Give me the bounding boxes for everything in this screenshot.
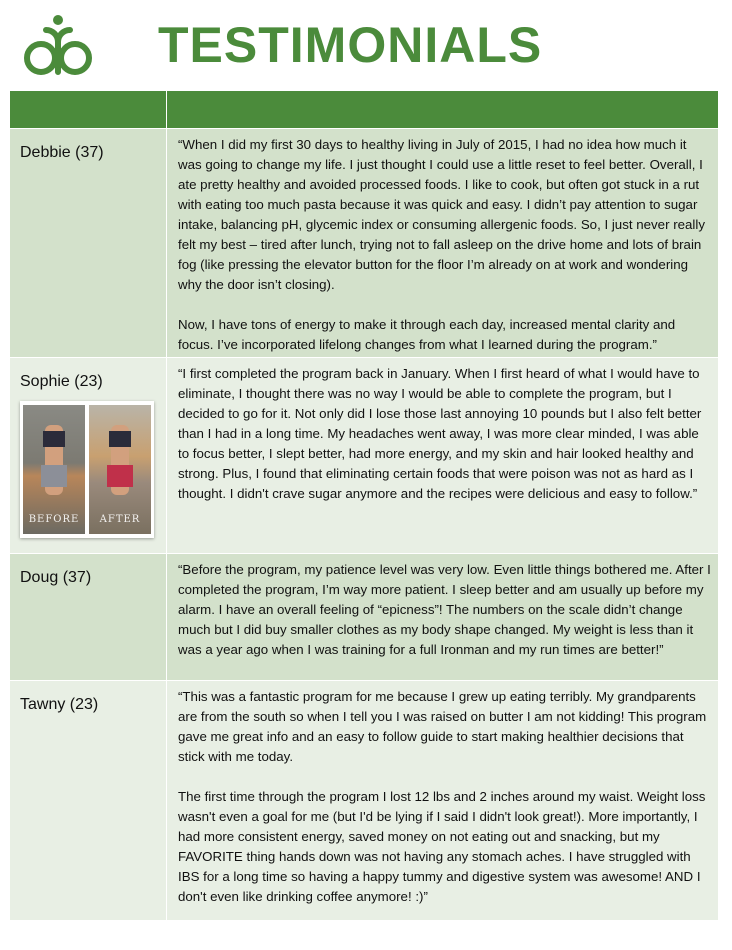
table-row — [10, 358, 719, 554]
testimonial-quote — [167, 129, 719, 358]
before-photo — [23, 405, 85, 534]
quote-paragraph: “This was a fantastic program for me because I grew up eating terribly. My grandparents are from the south so when I tell you I was raised on butter I am not kidding! This program gave me great info and an easy to follow guide to start making healthier decisions that stick with me today. — [178, 689, 707, 764]
testimonial-quote — [167, 681, 719, 921]
table-row — [10, 554, 719, 681]
before-after-photo — [20, 401, 154, 538]
quote-paragraph: “When I did my first 30 days to healthy living in July of 2015, I had no idea how much it was going to change my life. I just thought I could use a little reset to feel better. Overall, I ate pretty healthy and avoided processed foods. I like to cook, but often got stuck in a rut with eating too much pasta because it was quick and easy. I didn’t pay attention to sugar intake, balancing pH, glycemic index or consuming allergenic foods. So, I just never really felt my best – tired after lunch, trying not to fall asleep on the drive home and lots of brain fog (like pressing the elevator button for the floor I’m already on at work and wondering why the door isn’t closing). — [178, 137, 705, 292]
header-cell-name — [10, 91, 167, 129]
before-label: BEFORE — [28, 514, 80, 525]
after-photo — [89, 405, 151, 534]
header-cell-quote — [167, 91, 719, 129]
table-row — [10, 129, 719, 358]
page-title: TESTIMONIALS — [158, 17, 543, 73]
testimonial-quote — [167, 554, 719, 681]
quote-paragraph: The first time through the program I lost 12 lbs and 2 inches around my waist. Weight loss wasn't even a goal for me (but I'd be lying if I said I didn't look great!). More importantly, I had more consistent energy, saved money on not eating out and snacking, but my FAVORITE thing hands down was not having any stomach aches. I have struggled with IBS for a long time so having a happy tummy and digestive system was awesome! AND I don't even like drinking coffee anymore! :)” — [178, 789, 706, 904]
testimonial-name: Sophie (23) — [20, 373, 103, 390]
testimonial-name: Debbie (37) — [10, 129, 167, 358]
quote-paragraph: “I first completed the program back in January. When I first heard of what I would have to eliminate, I thought there was no way I would be able to complete the program, but I decided to go for it. Not only did I lose those last annoying 10 pounds but I also felt better than I had in a long time. My headaches went away, I was more clear minded, I was able to focus better, I slept better, had more energy, and my skin and hair looked healthy and strong. Plus, I found that eliminating certain foods that were poison was not as hard as I thought. I didn't crave sugar anymore and the recipes were delicious and easy to follow.” — [178, 366, 702, 501]
testimonial-name: Tawny (23) — [10, 681, 167, 921]
table-row — [10, 681, 719, 921]
table-header-row — [10, 91, 719, 129]
testimonials-table — [10, 91, 719, 921]
testimonial-quote — [167, 358, 719, 554]
quote-paragraph: “Before the program, my patience level was very low. Even little things bothered me. After I completed the program, I’m way more patient. I sleep better and am usually up before my alarm. I have an overall feeling of “epicness”! The numbers on the scale didn’t change much but I did buy smaller clothes as my body shape changed. My weight is less than it was a year ago when I was training for a full Ironman and my run times are better!” — [178, 562, 711, 657]
after-label: AFTER — [99, 514, 141, 525]
quote-paragraph: Now, I have tons of energy to make it through each day, increased mental clarity and focus. I’ve incorporated lifelong changes from what I learned during the program.” — [178, 317, 676, 352]
testimonial-name-cell — [10, 358, 167, 554]
testimonial-name: Doug (37) — [10, 554, 167, 681]
arbonne-logo-icon — [22, 12, 94, 76]
